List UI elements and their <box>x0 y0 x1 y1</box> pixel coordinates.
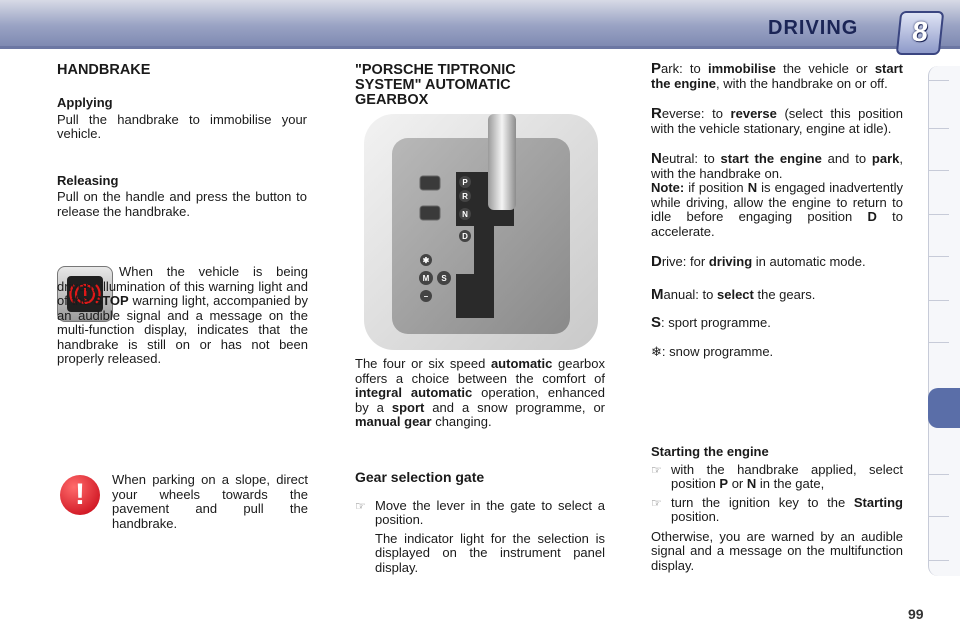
reverse-t1: everse: to <box>661 106 731 121</box>
gate-section <box>355 470 605 575</box>
sport-letter: S <box>651 314 662 331</box>
svg-text:S: S <box>441 274 447 283</box>
positions-list <box>651 62 903 359</box>
reverse-t2: (select this position with the vehicle stationary, engine at idle). <box>651 106 903 136</box>
intro-bold-2: integral automatic <box>355 385 473 400</box>
handbrake-title: HANDBRAKE <box>57 62 151 78</box>
snowflake-icon: ❄ <box>651 343 662 359</box>
svg-text:–: – <box>423 292 429 301</box>
note-b1: N <box>747 180 758 195</box>
note-b2: D <box>867 209 877 224</box>
start-b1-k1: P <box>719 476 729 491</box>
position-sport <box>651 316 903 331</box>
gearbox-title-block <box>355 63 555 108</box>
intro-text-2: gearbox offers a choice between the comfort of <box>355 356 605 386</box>
svg-text:N: N <box>462 210 468 219</box>
park-b1: immobilise <box>707 61 776 76</box>
position-manual <box>651 285 903 303</box>
start-b1-t2: or <box>728 476 747 491</box>
drive-t1: rive: for <box>661 254 709 269</box>
manual-t2: the gears. <box>753 286 816 302</box>
gear-selector-image <box>364 114 598 350</box>
tab-divider <box>929 256 949 257</box>
position-park <box>651 62 903 91</box>
manual-t1: anual: to <box>663 286 717 302</box>
header-divider <box>0 46 960 49</box>
applying-text: Pull the handbrake to immobilise your vehicle. <box>57 111 307 141</box>
parking-note <box>112 473 308 531</box>
starting-bullet-1 <box>651 463 903 492</box>
park-t1: ark: to <box>661 61 708 76</box>
releasing-text: Pull on the handle and press the button to release the handbrake. <box>57 189 307 219</box>
intro-text-4: and a snow programme, or <box>424 399 605 415</box>
pointing-hand-icon: ☞ <box>355 498 366 513</box>
tab-divider <box>929 474 949 475</box>
park-b2: start the engine <box>651 61 903 91</box>
manual-b1: select <box>717 286 754 302</box>
drive-b1: driving <box>708 254 753 269</box>
intro-text-5: changing. <box>431 414 492 429</box>
starting-heading: Starting the engine <box>651 444 769 459</box>
note-t3: to accelerate. <box>651 209 903 239</box>
note-t2: is engaged inadvertently while driving, allow the engine to return to idle before engaging position <box>651 180 903 224</box>
gate-heading: Gear selection gate <box>355 469 485 485</box>
svg-text:M: M <box>422 274 430 283</box>
position-snow <box>651 345 903 360</box>
start-b2-k1: Starting <box>853 494 903 510</box>
neutral-b2: park <box>871 151 900 166</box>
park-letter: P <box>651 60 662 77</box>
start-b1-k2: N <box>746 476 757 491</box>
sport-t1: : sport programme. <box>661 315 771 330</box>
page-number: 99 <box>908 606 924 622</box>
position-reverse <box>651 107 903 136</box>
pointing-hand-icon: ☞ <box>651 495 662 510</box>
tab-divider <box>929 516 949 517</box>
chapter-badge <box>896 11 945 55</box>
intro-bold-3: sport <box>391 399 425 415</box>
reverse-letter: R <box>651 105 662 122</box>
start-b1-t1: with the handbrake applied, select position <box>671 461 903 491</box>
manual-letter: M <box>651 285 664 303</box>
neutral-letter: N <box>651 150 662 167</box>
drive-letter: D <box>651 253 662 270</box>
parking-note-text: When parking on a slope, direct your wheels towards the pavement and pull the handbrake. <box>112 472 308 531</box>
svg-text:✱: ✱ <box>422 256 430 265</box>
position-neutral <box>651 152 903 181</box>
handbrake-section <box>57 63 307 219</box>
chapter-tabs <box>928 66 960 576</box>
starting-bullet-2 <box>651 496 903 525</box>
intro-text-1: The four or six speed <box>355 356 491 371</box>
tab-divider <box>929 300 949 301</box>
chapter-number: 8 <box>910 16 930 47</box>
position-drive <box>651 255 903 270</box>
tab-divider <box>929 80 949 81</box>
gate-bullet <box>355 499 605 528</box>
svg-text:R: R <box>462 192 468 201</box>
note-t1: if position <box>684 180 748 195</box>
intro-bold-1: automatic <box>490 356 553 371</box>
tab-divider <box>929 170 949 171</box>
gate-indicator-text: The indicator light for the selection is displayed on the instrument panel display. <box>375 530 605 575</box>
tab-divider <box>929 128 949 129</box>
intro-text-3: operation, enhanced by a <box>355 385 606 415</box>
tab-divider <box>929 560 949 561</box>
chapter-title: DRIVING <box>768 17 859 39</box>
neutral-t1: eutral: to <box>661 151 721 166</box>
reverse-b1: reverse <box>730 106 777 121</box>
svg-text:P: P <box>462 178 468 187</box>
intro-bold-4: manual gear <box>355 414 432 429</box>
snow-t1: : snow programme. <box>661 343 774 359</box>
svg-text:D: D <box>462 232 468 241</box>
neutral-t3: , with the handbrake on. <box>651 151 903 181</box>
park-t2: the vehicle or <box>775 61 875 76</box>
starting-section <box>651 445 903 573</box>
note-label: Note: <box>651 180 685 195</box>
warning-paragraph <box>57 265 308 367</box>
active-chapter-tab[interactable] <box>928 388 960 428</box>
park-t3: , with the handbrake on or off. <box>716 75 888 91</box>
gearbox-title: "PORSCHE TIPTRONIC SYSTEM" AUTOMATIC GEARBOX <box>355 62 516 108</box>
start-b1-t3: in the gate, <box>756 476 825 491</box>
start-b2-t2: position. <box>671 509 720 524</box>
warning-text-2: warning light, accompanied by an audible signal and a message on the multi-function display, indicates that the handbrake is still on or has not been properly released. <box>57 293 309 366</box>
releasing-heading: Releasing <box>57 172 119 188</box>
caution-icon: ! <box>60 475 100 515</box>
applying-heading: Applying <box>57 95 113 110</box>
drive-t2: in automatic mode. <box>752 254 866 269</box>
warning-text-1: When the vehicle is being driven, illumination of this warning light and of the <box>57 264 308 308</box>
neutral-note <box>651 181 903 239</box>
start-b2-t1: turn the ignition key to the <box>671 494 854 510</box>
gate-bullet-text: Move the lever in the gate to select a position. <box>375 497 605 527</box>
tab-divider <box>929 214 949 215</box>
otherwise-text: Otherwise, you are warned by an audible signal and a message on the multifunction display. <box>651 528 903 573</box>
pointing-hand-icon: ☞ <box>651 462 662 477</box>
gearbox-intro <box>355 357 605 430</box>
stop-keyword: STOP <box>93 293 129 308</box>
neutral-b1: start the engine <box>720 151 822 166</box>
neutral-t2: and to <box>821 151 872 166</box>
tab-divider <box>929 342 949 343</box>
